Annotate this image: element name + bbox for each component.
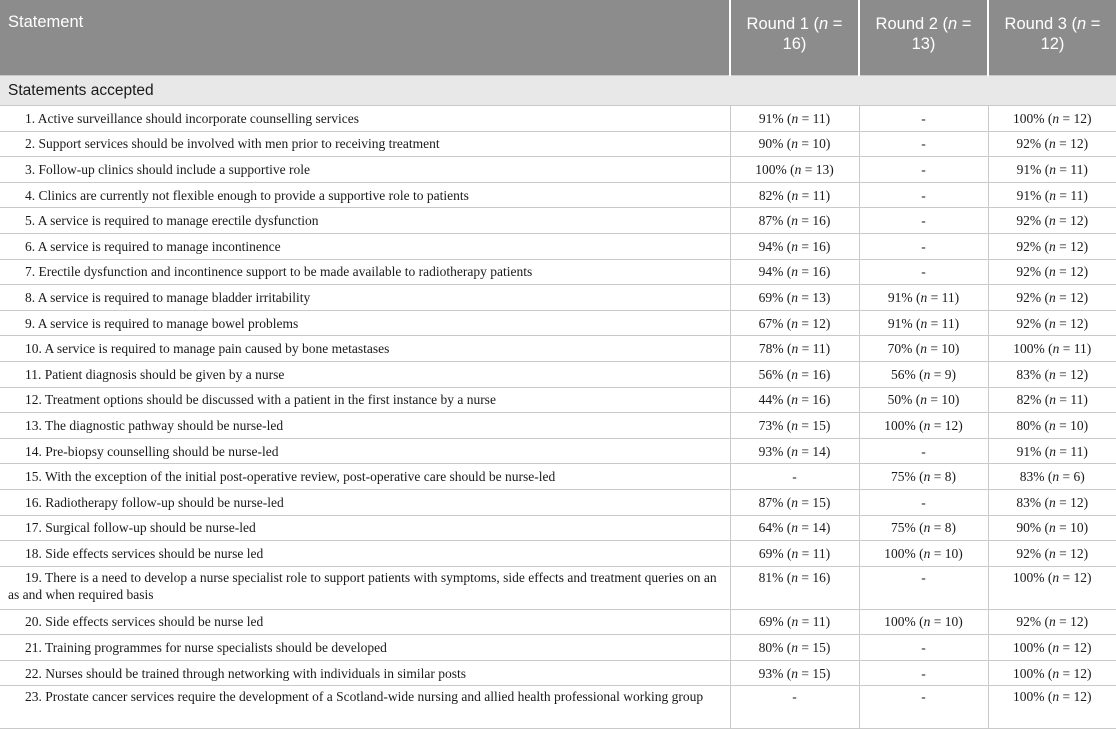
table-row: [0, 387, 1116, 413]
table-row: [0, 686, 1116, 729]
table-row: [0, 464, 1116, 490]
round-1-cell: 93% (n = 15): [730, 660, 859, 686]
round-2-cell: 100% (n = 10): [859, 609, 988, 635]
round-3-cell: 83% (n = 12): [988, 361, 1116, 387]
round-1-cell: 69% (n = 11): [730, 609, 859, 635]
header-round-3-count: = 12): [1040, 15, 1101, 53]
round-2-cell: -: [859, 106, 988, 132]
round-1-cell: 82% (n = 11): [730, 182, 859, 208]
header-round-1-count: = 16): [782, 15, 843, 53]
round-2-cell: 91% (n = 11): [859, 285, 988, 311]
round-2-cell: 70% (n = 10): [859, 336, 988, 362]
round-1-cell: 69% (n = 11): [730, 541, 859, 567]
table-row: [0, 541, 1116, 567]
round-1-cell: 87% (n = 16): [730, 208, 859, 234]
round-1-cell: 90% (n = 10): [730, 131, 859, 157]
round-2-cell: -: [859, 182, 988, 208]
table-row: [0, 182, 1116, 208]
header-round-3-n: n: [1077, 15, 1087, 33]
round-3-cell: 92% (n = 12): [988, 310, 1116, 336]
round-1-cell: 56% (n = 16): [730, 361, 859, 387]
statement-cell: 10. A service is required to manage pain caused by bone metastases: [0, 336, 730, 362]
statement-cell: 17. Surgical follow-up should be nurse-led: [0, 515, 730, 541]
round-3-cell: 91% (n = 11): [988, 182, 1116, 208]
statement-cell: 14. Pre-biopsy counselling should be nurse-led: [0, 438, 730, 464]
round-2-cell: 100% (n = 12): [859, 413, 988, 439]
statement-cell: 22. Nurses should be trained through networking with individuals in similar posts: [0, 660, 730, 686]
round-3-cell: 83% (n = 12): [988, 489, 1116, 515]
round-2-cell: -: [859, 157, 988, 183]
header-round-1-label: Round 1 (: [746, 15, 820, 33]
round-2-cell: -: [859, 635, 988, 661]
header-round-3: [988, 0, 1116, 76]
table-row: [0, 157, 1116, 183]
table-row: [0, 438, 1116, 464]
round-2-cell: -: [859, 438, 988, 464]
round-1-cell: 87% (n = 15): [730, 489, 859, 515]
round-3-cell: 100% (n = 11): [988, 336, 1116, 362]
round-3-cell: 100% (n = 12): [988, 635, 1116, 661]
table-row: [0, 106, 1116, 132]
round-3-cell: 92% (n = 12): [988, 259, 1116, 285]
round-2-cell: -: [859, 208, 988, 234]
table-row: [0, 413, 1116, 439]
round-2-cell: 91% (n = 11): [859, 310, 988, 336]
header-round-1: [730, 0, 859, 76]
round-2-cell: 75% (n = 8): [859, 515, 988, 541]
statement-cell: 6. A service is required to manage incontinence: [0, 233, 730, 259]
header-round-3-label: Round 3 (: [1004, 15, 1078, 33]
round-2-cell: -: [859, 566, 988, 609]
round-3-cell: 92% (n = 12): [988, 609, 1116, 635]
round-3-cell: 82% (n = 11): [988, 387, 1116, 413]
table-row: [0, 566, 1116, 609]
round-1-cell: 94% (n = 16): [730, 259, 859, 285]
statement-cell: 5. A service is required to manage erectile dysfunction: [0, 208, 730, 234]
statement-cell: 13. The diagnostic pathway should be nurse-led: [0, 413, 730, 439]
round-3-cell: 92% (n = 12): [988, 233, 1116, 259]
round-1-cell: -: [730, 686, 859, 729]
round-2-cell: -: [859, 660, 988, 686]
statement-cell: 19. There is a need to develop a nurse specialist role to support patients with symptoms, side effects and treatment queries on an as and when required basis: [0, 566, 730, 609]
statement-cell: 12. Treatment options should be discussed with a patient in the first instance by a nurse: [0, 387, 730, 413]
header-round-1-n: n: [819, 15, 829, 33]
round-3-cell: 83% (n = 6): [988, 464, 1116, 490]
table-row: [0, 208, 1116, 234]
round-3-cell: 92% (n = 12): [988, 285, 1116, 311]
round-2-cell: 75% (n = 8): [859, 464, 988, 490]
round-2-cell: -: [859, 233, 988, 259]
section-title: Statements accepted: [0, 76, 1116, 106]
round-1-cell: 73% (n = 15): [730, 413, 859, 439]
table-row: [0, 515, 1116, 541]
header-statement: Statement: [0, 0, 730, 76]
statement-cell: 23. Prostate cancer services require the development of a Scotland-wide nursing and allied health professional working group: [0, 686, 730, 729]
round-2-cell: 100% (n = 10): [859, 541, 988, 567]
table-header: [0, 0, 1116, 76]
statement-cell: 1. Active surveillance should incorporate counselling services: [0, 106, 730, 132]
round-3-cell: 92% (n = 12): [988, 541, 1116, 567]
round-2-cell: 50% (n = 10): [859, 387, 988, 413]
table-body: [0, 76, 1116, 729]
table-row: [0, 131, 1116, 157]
round-3-cell: 90% (n = 10): [988, 515, 1116, 541]
statement-cell: 21. Training programmes for nurse specialists should be developed: [0, 635, 730, 661]
statement-cell: 8. A service is required to manage bladder irritability: [0, 285, 730, 311]
round-2-cell: -: [859, 686, 988, 729]
table-row: [0, 310, 1116, 336]
statement-cell: 18. Side effects services should be nurse led: [0, 541, 730, 567]
round-1-cell: 80% (n = 15): [730, 635, 859, 661]
header-round-2-n: n: [948, 15, 958, 33]
section-row: [0, 76, 1116, 106]
round-1-cell: 100% (n = 13): [730, 157, 859, 183]
round-3-cell: 100% (n = 12): [988, 660, 1116, 686]
round-3-cell: 100% (n = 12): [988, 566, 1116, 609]
table-row: [0, 259, 1116, 285]
statement-cell: 15. With the exception of the initial post-operative review, post-operative care should be nurse-led: [0, 464, 730, 490]
round-1-cell: 81% (n = 16): [730, 566, 859, 609]
table-row: [0, 609, 1116, 635]
round-3-cell: 91% (n = 11): [988, 438, 1116, 464]
statement-cell: 11. Patient diagnosis should be given by a nurse: [0, 361, 730, 387]
round-3-cell: 92% (n = 12): [988, 131, 1116, 157]
round-1-cell: 44% (n = 16): [730, 387, 859, 413]
round-3-cell: 80% (n = 10): [988, 413, 1116, 439]
header-round-2-label: Round 2 (: [875, 15, 949, 33]
statement-cell: 7. Erectile dysfunction and incontinence support to be made available to radiotherapy patients: [0, 259, 730, 285]
statement-cell: 16. Radiotherapy follow-up should be nurse-led: [0, 489, 730, 515]
table-row: [0, 336, 1116, 362]
header-round-2: [859, 0, 988, 76]
round-1-cell: 64% (n = 14): [730, 515, 859, 541]
round-3-cell: 92% (n = 12): [988, 208, 1116, 234]
header-row: [0, 0, 1116, 76]
table-row: [0, 660, 1116, 686]
round-2-cell: -: [859, 259, 988, 285]
round-2-cell: 56% (n = 9): [859, 361, 988, 387]
round-1-cell: 69% (n = 13): [730, 285, 859, 311]
table-row: [0, 489, 1116, 515]
table-row: [0, 233, 1116, 259]
round-3-cell: 100% (n = 12): [988, 106, 1116, 132]
round-1-cell: 94% (n = 16): [730, 233, 859, 259]
statement-cell: 9. A service is required to manage bowel problems: [0, 310, 730, 336]
round-1-cell: 78% (n = 11): [730, 336, 859, 362]
round-3-cell: 91% (n = 11): [988, 157, 1116, 183]
round-2-cell: -: [859, 131, 988, 157]
round-1-cell: 67% (n = 12): [730, 310, 859, 336]
statement-cell: 4. Clinics are currently not flexible enough to provide a supportive role to patients: [0, 182, 730, 208]
table-row: [0, 635, 1116, 661]
round-1-cell: 91% (n = 11): [730, 106, 859, 132]
statement-cell: 2. Support services should be involved with men prior to receiving treatment: [0, 131, 730, 157]
round-1-cell: 93% (n = 14): [730, 438, 859, 464]
round-3-cell: 100% (n = 12): [988, 686, 1116, 729]
header-round-2-count: = 13): [911, 15, 972, 53]
round-1-cell: -: [730, 464, 859, 490]
round-2-cell: -: [859, 489, 988, 515]
table-row: [0, 361, 1116, 387]
statement-cell: 3. Follow-up clinics should include a supportive role: [0, 157, 730, 183]
table-row: [0, 285, 1116, 311]
statement-cell: 20. Side effects services should be nurse led: [0, 609, 730, 635]
